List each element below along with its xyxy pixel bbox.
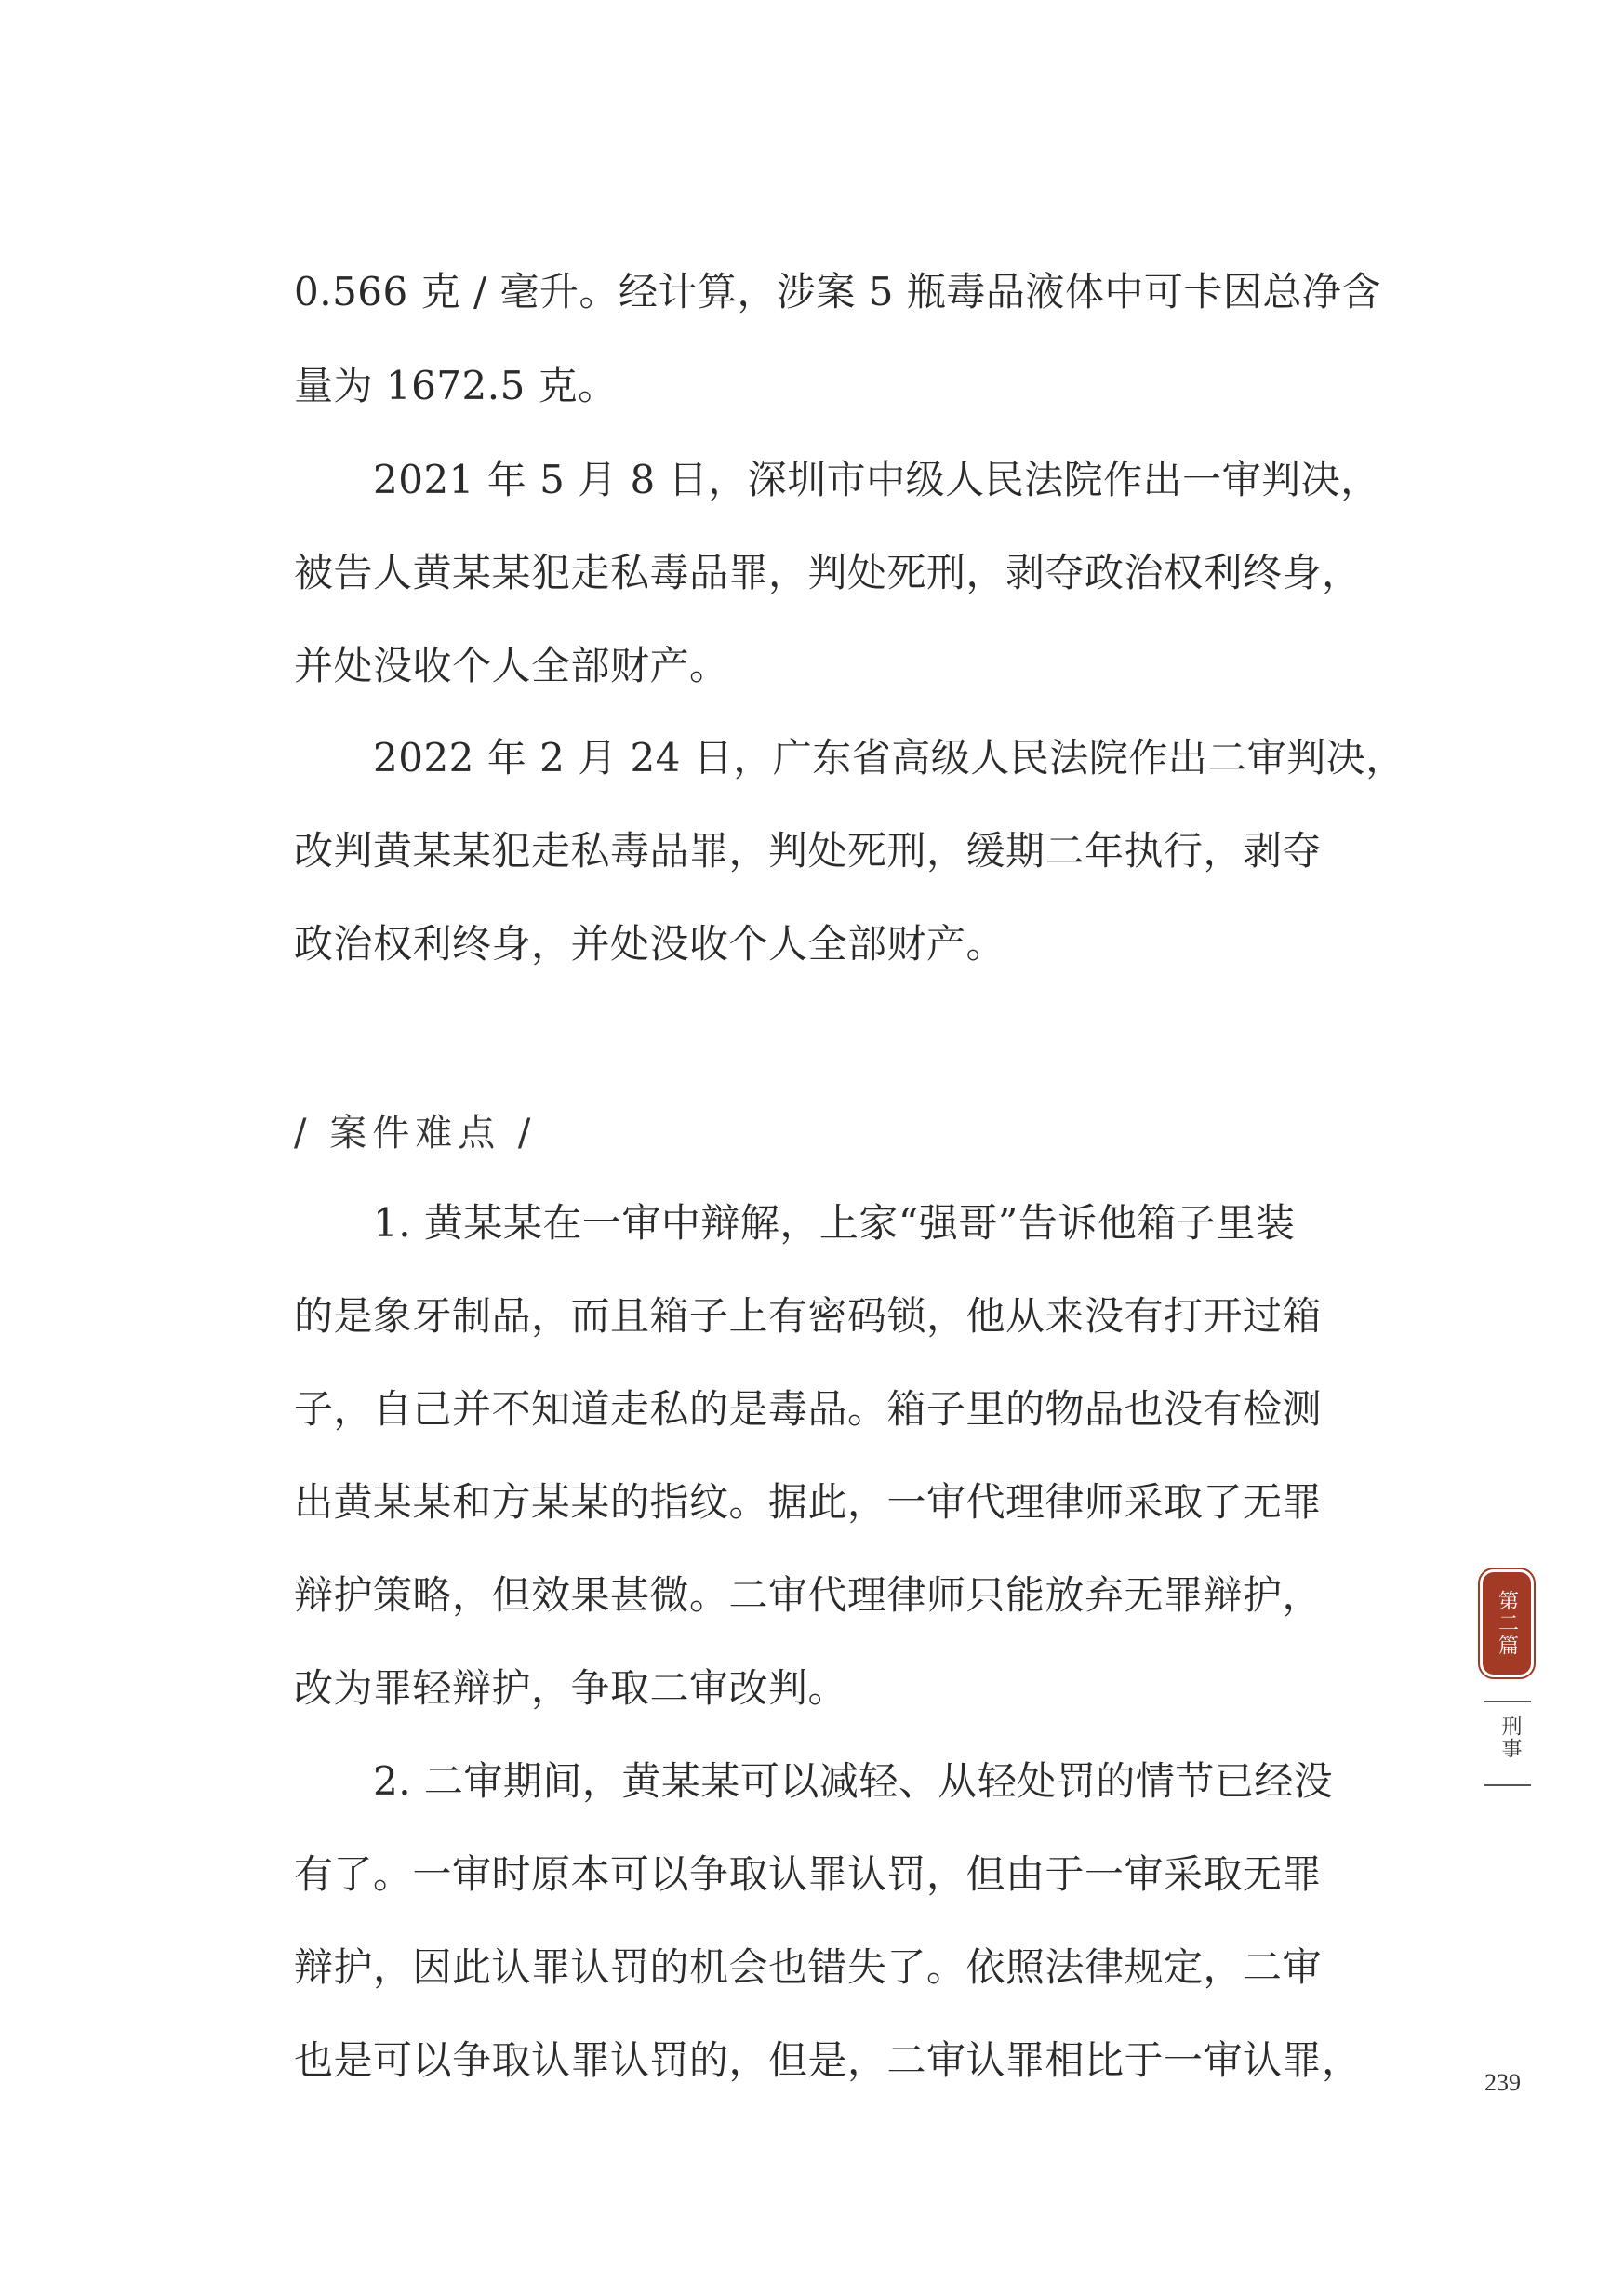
body-line: 也是可以争取认罪认罚的，但是，二审认罪相比于一审认罪，	[294, 2037, 1362, 2083]
body-line: 改为罪轻辩护，争取二审改判。	[294, 1665, 848, 1711]
body-line: 子，自己并不知道走私的是毒品。箱子里的物品也没有检测	[294, 1386, 1323, 1432]
body-line: 政治权利终身，并处没收个人全部财产。	[294, 921, 1006, 967]
body-line: 改判黄某某犯走私毒品罪，判处死刑，缓期二年执行，剥夺	[294, 828, 1323, 874]
body-line: 1. 黄某某在一审中辩解，上家“强哥”告诉他箱子里装	[294, 1200, 1296, 1246]
chapter-tab-label: 第二篇	[1495, 1590, 1519, 1657]
body-line: 有了。一审时原本可以争取认罪认罚，但由于一审采取无罪	[294, 1851, 1323, 1897]
tab-divider-bottom	[1484, 1784, 1531, 1786]
section-label: 刑事	[1498, 1715, 1522, 1760]
body-line: 辩护策略，但效果甚微。二审代理律师只能放弃无罪辩护，	[294, 1572, 1323, 1618]
tab-divider-top	[1484, 1701, 1531, 1702]
body-line: 并处没收个人全部财产。	[294, 643, 729, 688]
body-line: 0.566 克 / 毫升。经计算，涉案 5 瓶毒品液体中可卡因总净含	[294, 269, 1381, 314]
chapter-tab	[1483, 1572, 1531, 1675]
body-line: 出黄某某和方某某的指纹。据此，一审代理律师采取了无罪	[294, 1479, 1323, 1525]
body-line: 量为 1672.5 克。	[294, 363, 618, 408]
body-line: 的是象牙制品，而且箱子上有密码锁，他从来没有打开过箱	[294, 1293, 1323, 1339]
section-heading: / 案件难点 /	[294, 1112, 537, 1155]
body-line: 2021 年 5 月 8 日，深圳市中级人民法院作出一审判决，	[294, 457, 1380, 502]
body-line: 2. 二审期间，黄某某可以减轻、从轻处罚的情节已经没	[294, 1758, 1334, 1804]
body-line: 被告人黄某某犯走私毒品罪，判处死刑，剥夺政治权利终身，	[294, 550, 1362, 595]
body-line: 辩护，因此认罪认罚的机会也错失了。依照法律规定，二审	[294, 1944, 1323, 1990]
page-number: 239	[1484, 2069, 1521, 2096]
body-line: 2022 年 2 月 24 日，广东省高级人民法院作出二审判决，	[294, 735, 1405, 781]
